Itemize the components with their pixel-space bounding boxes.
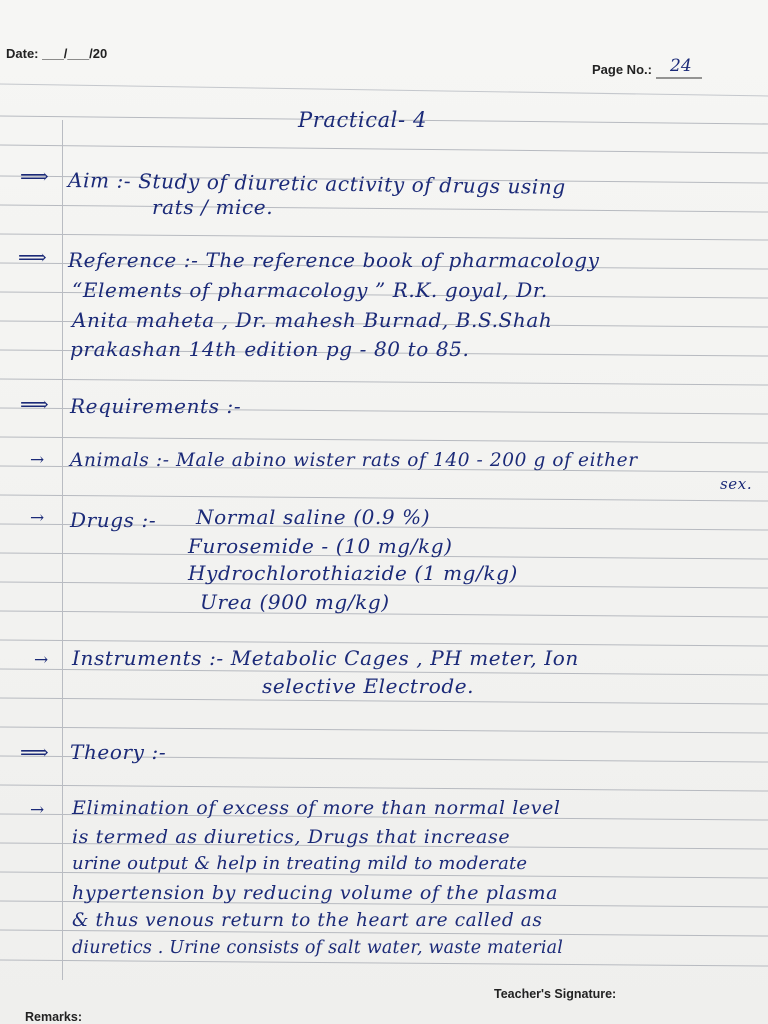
theory-item-arrow-icon: → bbox=[30, 800, 45, 820]
page-number-label: Page No.: bbox=[592, 62, 652, 77]
theory-line-4: hypertension by reducing volume of the plasma bbox=[72, 882, 559, 904]
requirements-heading: Requirements :- bbox=[70, 394, 242, 418]
drug-item-3: Hydrochlorothiazide (1 mg/kg) bbox=[188, 561, 518, 585]
theory-line-5: & thus venous return to the heart are called as bbox=[72, 910, 543, 931]
aim-arrow-icon: ⟹ bbox=[20, 164, 50, 188]
instruments-arrow-icon: → bbox=[34, 650, 49, 670]
theory-arrow-icon: ⟹ bbox=[20, 740, 50, 764]
instruments-line-2: selective Electrode. bbox=[262, 674, 475, 698]
remarks-label: Remarks: bbox=[25, 1010, 82, 1024]
theory-heading: Theory :- bbox=[70, 740, 167, 764]
reference-line-1: Reference :- The reference book of pharmacology bbox=[68, 248, 600, 272]
drug-item-4: Urea (900 mg/kg) bbox=[200, 590, 390, 614]
theory-line-6: diuretics . Urine consists of salt water, waste material bbox=[72, 938, 564, 958]
animals-line-2: sex. bbox=[720, 475, 753, 493]
reference-line-2: “Elements of pharmacology ” R.K. goyal, Dr. bbox=[72, 278, 548, 302]
animals-arrow-icon: → bbox=[30, 450, 45, 470]
drugs-arrow-icon: → bbox=[30, 508, 45, 528]
drug-item-2: Furosemide - (10 mg/kg) bbox=[188, 534, 453, 558]
margin-line bbox=[62, 120, 63, 980]
page-title: Practical- 4 bbox=[298, 108, 427, 132]
page-number-value: 24 bbox=[670, 56, 692, 76]
reference-line-3: Anita maheta , Dr. mahesh Burnad, B.S.Shah bbox=[72, 308, 553, 332]
drugs-label: Drugs :- bbox=[70, 508, 157, 532]
requirements-arrow-icon: ⟹ bbox=[20, 392, 50, 416]
teacher-signature-label: Teacher's Signature: bbox=[494, 987, 617, 1001]
theory-line-1: Elimination of excess of more than normal level bbox=[72, 797, 561, 819]
theory-line-2: is termed as diuretics, Drugs that increase bbox=[72, 826, 511, 848]
aim-line-2: rats / mice. bbox=[152, 195, 274, 219]
page-number-underline bbox=[656, 76, 702, 80]
reference-line-4: prakashan 14th edition pg - 80 to 85. bbox=[70, 337, 470, 361]
theory-line-3: urine output & help in treating mild to moderate bbox=[72, 853, 528, 874]
instruments-line-1: Instruments :- Metabolic Cages , PH meter, Ion bbox=[72, 646, 579, 670]
drug-item-1: Normal saline (0.9 %) bbox=[196, 505, 431, 529]
date-label: Date: ___/___/20 bbox=[6, 46, 108, 61]
aim-line-1: Aim :- Study of diuretic activity of drugs using bbox=[67, 168, 566, 199]
reference-arrow-icon: ⟹ bbox=[18, 245, 48, 269]
animals-line-1: Animals :- Male abino wister rats of 140 - 200 g of either bbox=[70, 450, 638, 471]
